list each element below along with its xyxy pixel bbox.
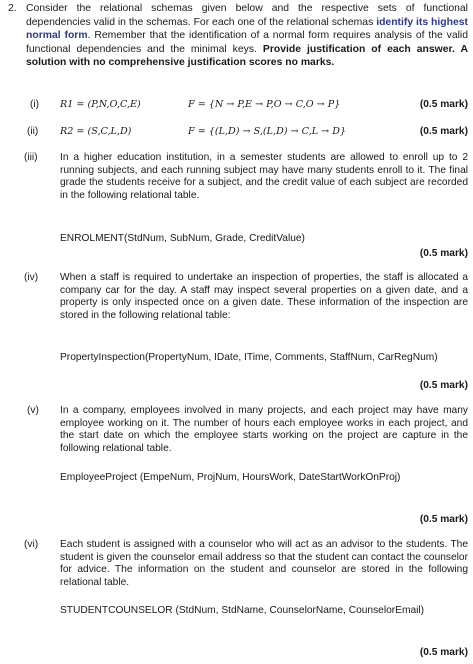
item-roman: (vi): [24, 539, 39, 550]
mark-label: (0.5 mark): [419, 647, 468, 658]
item-ii: [8, 126, 468, 140]
mark-label: (0.5 mark): [419, 126, 468, 137]
mark-label: (0.5 mark): [419, 248, 468, 259]
fd-set-r1: F = {N → P,E → P,O → C,O → P}: [188, 99, 341, 110]
question-number: 2.: [8, 3, 17, 14]
item-i: [8, 99, 468, 113]
item-roman: (ii): [27, 126, 39, 137]
item-vi: [8, 539, 468, 661]
relation-schema: PropertyInspection(PropertyNum, IDate, ITime, Comments, StaffNum, CarRegNum): [60, 352, 438, 363]
relation-schema: ENROLMENT(StdNum, SubNum, Grade, CreditValue): [60, 233, 305, 244]
item-roman: (iv): [24, 272, 39, 283]
schema-r2: R2 = (S,C,L,D): [60, 126, 132, 137]
item-description: In a higher education institution, in a semester students are allowed to enroll up to 2 running subjects, and each running subject may have many students enroll to it. The final grade the students receive for a subject, and the credit value of each subject are recorded in the following relational table.: [60, 152, 468, 201]
mark-label: (0.5 mark): [419, 380, 468, 391]
item-roman: (v): [27, 405, 39, 416]
mark-label: (0.5 mark): [419, 99, 468, 110]
item-iv: [8, 272, 468, 397]
question-text: [26, 2, 468, 70]
question-intro: [8, 2, 468, 70]
item-iii: [8, 152, 468, 262]
fd-set-r2: F = {(L,D) → S,(L,D) → C,L → D}: [188, 126, 347, 137]
item-roman: (i): [30, 99, 40, 110]
mark-label: (0.5 mark): [419, 514, 468, 525]
item-description: When a staff is required to undertake an inspection of properties, the staff is allocated a company car for the day. A staff may inspect several properties on a given date, and a property is only inspected once on a given date. These information of the inspection are stored in the following relational table:: [60, 272, 468, 321]
item-v: [8, 405, 468, 530]
relation-schema: STUDENTCOUNSELOR (StdNum, StdName, CounselorName, CounselorEmail): [60, 605, 425, 616]
relation-schema: EmployeeProject (EmpeNum, ProjNum, HoursWork, DateStartWorkOnProj): [60, 472, 401, 483]
schema-r1: R1 = (P,N,O,C,E): [60, 99, 141, 110]
highlight-text: identify its highest normal form: [26, 16, 469, 42]
mid-text: . Remember that the identification of a normal form requires analysis of the valid functional dependencies and the minimal keys.: [26, 30, 469, 55]
item-description: In a company, employees involved in many projects, and each project may have many employee working on it. The number of hours each employee works in each project, and the start date on which the employee starts working on the project are capture in the following relational table.: [60, 405, 468, 454]
item-roman: (iii): [24, 152, 38, 163]
item-description: Each student is assigned with a counselor who will act as an advisor to the students. The student is given the counselor email address so that the student can contact the counselor for advice. The information on the student and counselor are stored in the following relational table.: [60, 539, 468, 588]
intro-text: Consider the relational schemas given below and the respective sets of functional dependencies valid in the schemas. For each one of the relational schemas: [26, 3, 468, 28]
bold-instruction: Provide justification of each answer. A solution with no comprehensive justification scores no marks.: [26, 43, 468, 69]
